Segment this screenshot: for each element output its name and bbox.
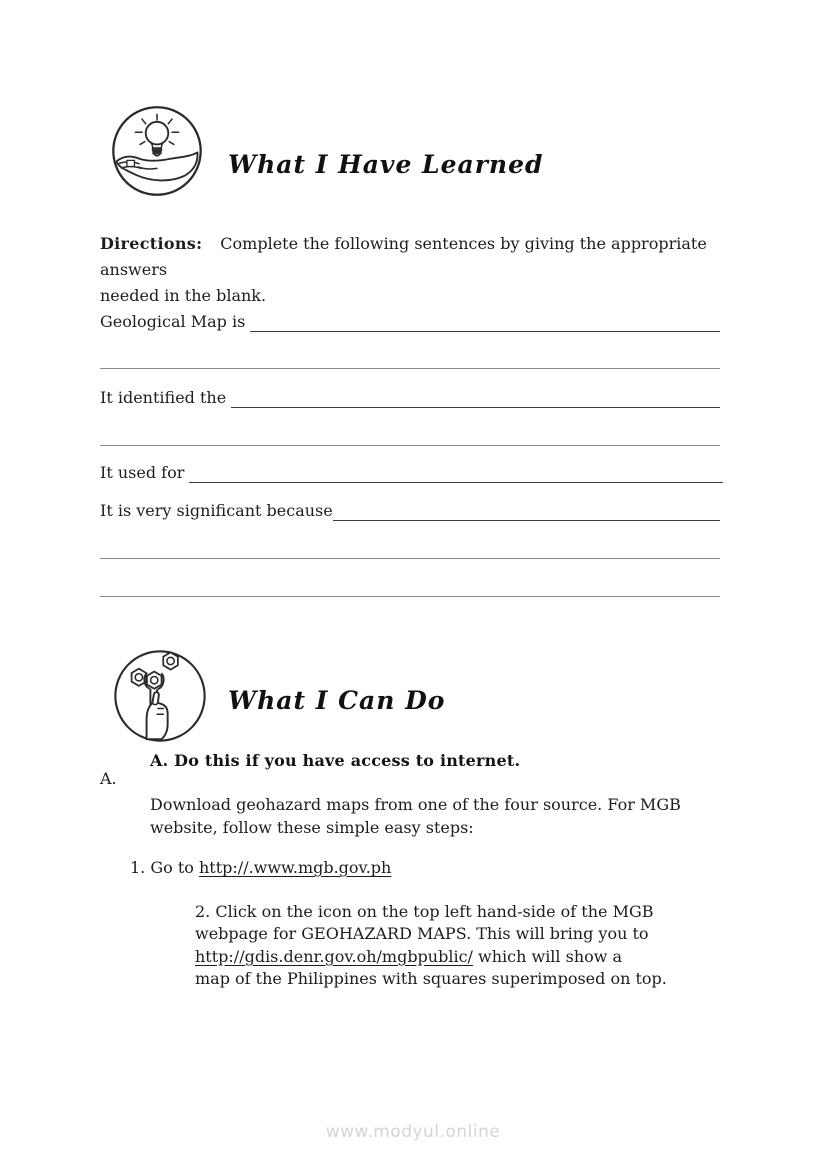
fill-row-identified: [100, 388, 720, 408]
fill-label: It is very significant because: [100, 501, 333, 520]
intro-line1: Download geohazard maps from one of the four source. For MGB: [150, 795, 681, 814]
step-2-line3: [195, 946, 675, 968]
step-1-text: 1. Go to: [130, 858, 199, 877]
step-2-line1: 2. Click on the icon on the top left hand-side of the MGB: [195, 902, 654, 921]
blank-line: [100, 578, 720, 597]
fill-row-continuation: [100, 539, 720, 559]
directions-text-line2: needed in the blank.: [100, 286, 267, 305]
fill-label: It used for: [100, 463, 190, 482]
watermark: www.modyul.online: [325, 1122, 501, 1142]
fill-row-used-for: [100, 463, 723, 483]
fill-row-continuation: [100, 577, 720, 597]
hand-wrench-icon: [112, 648, 208, 744]
section-title-what-i-can-do: What I Can Do: [228, 686, 446, 715]
fill-row-continuation: [100, 349, 720, 369]
lightbulb-hand-icon: [110, 104, 204, 198]
fill-row-geological-map: [100, 312, 720, 332]
fill-row-continuation: [100, 426, 720, 446]
step-1-item: [130, 858, 391, 877]
blank-line: [250, 313, 720, 332]
internet-access-heading: A. Do this if you have access to internet.: [150, 751, 521, 770]
directions-label: Directions:: [100, 234, 203, 253]
download-instructions-paragraph: [150, 793, 710, 839]
step-2-item: [195, 901, 675, 991]
blank-line: [100, 427, 720, 446]
fill-label: Geological Map is: [100, 312, 251, 331]
intro-line2: website, follow these simple easy steps:: [150, 818, 474, 837]
section-title-what-i-have-learned: What I Have Learned: [228, 150, 544, 179]
step-2-line3-rest: which will show a: [472, 946, 623, 966]
blank-line: [333, 502, 720, 521]
list-label-a: A.: [100, 769, 117, 788]
step-2-line2: webpage for GEOHAZARD MAPS. This will bring you to: [195, 924, 649, 944]
directions-paragraph: [100, 231, 728, 309]
fill-row-significant: [100, 501, 720, 521]
blank-line: [100, 540, 720, 559]
fill-label: It identified the: [100, 388, 232, 407]
gdis-link[interactable]: http://gdis.denr.gov.oh/mgbpublic/: [195, 946, 473, 966]
blank-line: [231, 389, 720, 408]
directions-text-line1: Complete the following sentences by giving the appropriate answers: [100, 234, 707, 279]
step-2-line4: map of the Philippines with squares superimposed on top.: [195, 969, 667, 989]
blank-line: [100, 350, 720, 369]
blank-line: [189, 464, 723, 483]
mgb-website-link[interactable]: http://.www.mgb.gov.ph: [199, 858, 392, 877]
